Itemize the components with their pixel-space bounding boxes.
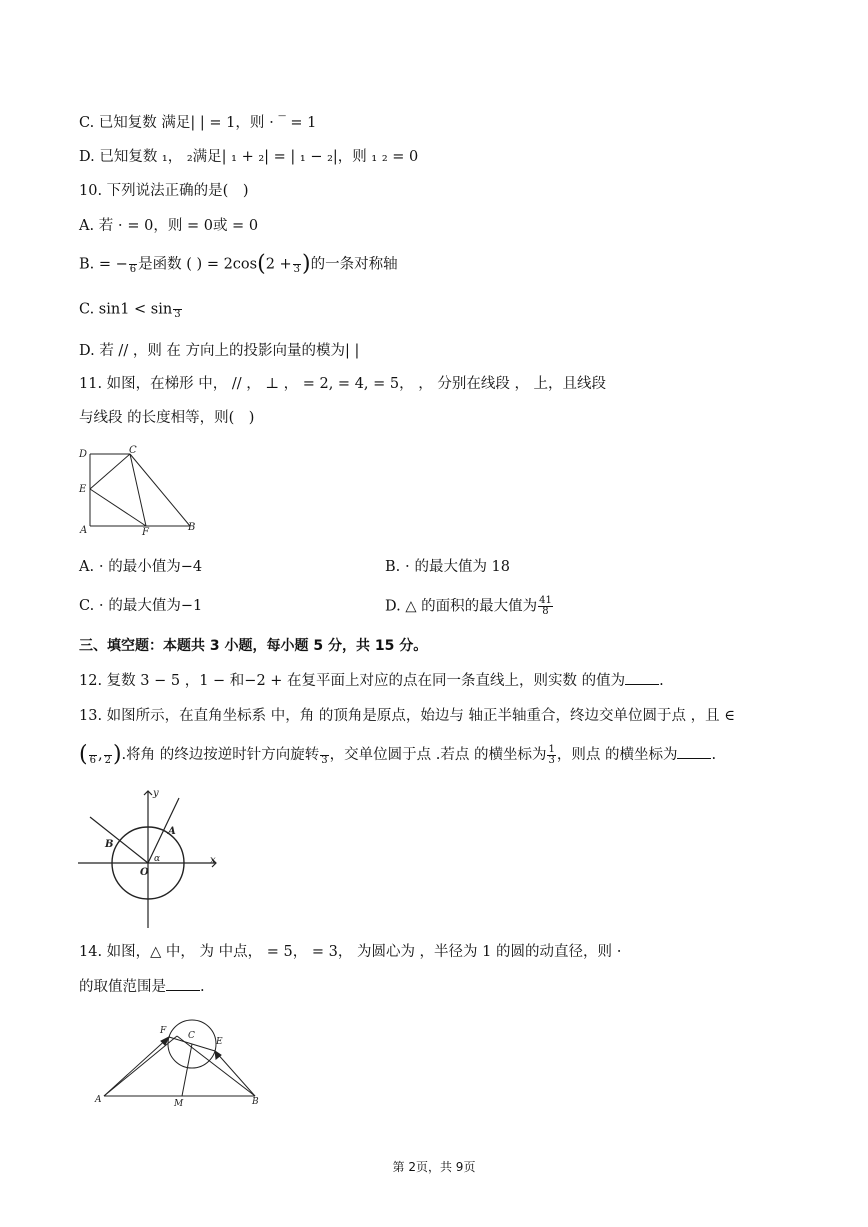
q9-option-c: C. 已知复数 满足| | = 1，则 ⋅ ‾ = 1 xyxy=(79,115,317,131)
q10-option-b: B. = − 6 是函数 ( ) = 2cos(2 + 3 )的一条对称轴 xyxy=(79,251,398,277)
label-a: A xyxy=(168,826,176,837)
label-b: B xyxy=(188,522,196,533)
q10-option-c xyxy=(79,299,183,320)
q13-stem-line2: ( 6 , 2 ).将角 的终边按逆时针方向旋转 3 ，交单位圆于点 .若点 的横坐标为 $\frac{1}{3}$ ，则点 的横坐标为 . xyxy=(79,742,717,767)
label-a: A xyxy=(80,525,88,536)
q10-option-d: D. 若 // ，则 在 方向上的投影向量的模为| | xyxy=(79,343,360,359)
q10-b-arg: 2 + xyxy=(265,256,292,273)
q10-stem: 10. 下列说法正确的是( ) xyxy=(79,183,249,199)
q14-stem-line2: 的取值范围是 . xyxy=(79,976,205,997)
page-footer: 第 2页，共 9页 xyxy=(392,1160,476,1174)
q9-option-d: D. 已知复数 ₁， ₂满足| ₁ + ₂| = | ₁ − ₂|，则 ₁ ₂ = 0 xyxy=(79,149,419,165)
label-y: y xyxy=(153,788,159,799)
q11-stem-line1: 11. 如图，在梯形 中， // ， ⊥ ， = 2, = 4, = 5， ， 分别在线段 ， 上，且线段 xyxy=(79,376,607,392)
q12-text: 12. 复数 3 − 5 ，1 − 和−2 + 在复平面上对应的点在同一条直线上，则实数 的值为 xyxy=(79,673,626,689)
q10-b-mid: 是函数 ( ) = 2cos xyxy=(138,256,258,273)
q13-frac2: 2 xyxy=(104,745,112,766)
line-cm xyxy=(182,1044,192,1096)
label-e: E xyxy=(216,1037,223,1047)
q11-option-d xyxy=(385,596,554,617)
label-e: E xyxy=(79,484,87,495)
q10-b-arg-frac: 3 xyxy=(293,254,301,275)
vector-be xyxy=(215,1051,255,1096)
line-ac xyxy=(104,1036,177,1096)
label-m: M xyxy=(174,1099,184,1108)
vector-af xyxy=(104,1037,169,1096)
q13-mid: .将角 的终边按逆时针方向旋转 xyxy=(121,747,320,763)
q14-answer-blank xyxy=(166,976,200,991)
label-o: O xyxy=(140,867,149,878)
label-f: F xyxy=(160,1026,167,1036)
q13-mid2: ，交单位圆于点 .若点 的横坐标为 xyxy=(329,747,547,763)
q11-stem-line2: 与线段 的长度相等，则( ) xyxy=(79,410,255,426)
label-d: D xyxy=(79,449,88,460)
line-cf xyxy=(130,454,146,526)
q13-end: ，则点 的横坐标为 xyxy=(556,747,678,763)
q14-stem-line1: 14. 如图，△ 中， 为 中点， = 5， = 3， 为圆心为 ，半径为 1 的圆的动直径，则 ⋅ xyxy=(79,944,622,960)
section-3-heading: 三、填空题：本题共 3 小题，每小题 5 分，共 15 分。 xyxy=(79,638,428,654)
q12-answer-blank xyxy=(625,670,659,685)
line-ef xyxy=(90,489,146,526)
q13-unit-circle-figure xyxy=(76,783,226,933)
label-c: C xyxy=(129,445,137,456)
q14-triangle-circle-figure xyxy=(92,1016,267,1108)
label-b: B xyxy=(105,839,114,850)
q10-option-a: A. 若 ⋅ = 0，则 = 0或 = 0 xyxy=(79,218,259,234)
label-c: C xyxy=(188,1031,195,1041)
q11-option-b: B. ⋅ 的最大值为 18 xyxy=(385,559,511,575)
q13-stem-line1: 13. 如图所示，在直角坐标系 中，角 的顶角是原点，始边与 轴正半轴重合，终边交单位圆于点 ，且 ∈ xyxy=(79,708,735,724)
q13-frac1: 6 xyxy=(89,745,97,766)
label-alpha: α xyxy=(154,854,161,864)
terminal-side-b xyxy=(90,817,148,863)
q10-c-frac: 3 xyxy=(173,299,181,320)
q11-d-frac: $\frac{41}{8}$ xyxy=(539,595,552,617)
line-ec xyxy=(90,454,130,489)
q12-stem: 12. 复数 3 − 5 ，1 − 和−2 + 在复平面上对应的点在同一条直线上，则实数 的值为 . xyxy=(79,670,664,691)
label-x: x xyxy=(210,855,216,866)
q11-option-c: C. ⋅ 的最大值为−1 xyxy=(79,598,203,614)
line-cb xyxy=(130,454,190,526)
label-a: A xyxy=(95,1095,102,1105)
label-b: B xyxy=(252,1097,259,1107)
arrowhead-e xyxy=(215,1051,221,1059)
q13-answer-blank xyxy=(677,744,711,759)
q11-option-a: A. ⋅ 的最小值为−4 xyxy=(79,559,203,575)
q10-b-frac: 6 xyxy=(129,254,137,275)
q13-frac3: 3 xyxy=(320,745,328,766)
q10-c-pre: C. sin1 < sin xyxy=(79,301,173,318)
q10-b-pre: B. = − xyxy=(79,256,128,273)
q10-b-post: 的一条对称轴 xyxy=(310,256,398,273)
q11-trapezoid-figure xyxy=(74,442,204,537)
q11-d-pre: D. △ 的面积的最大值为 xyxy=(385,598,538,615)
q13-frac4: $\frac{1}{3}$ xyxy=(548,743,555,766)
label-f: F xyxy=(142,527,149,537)
